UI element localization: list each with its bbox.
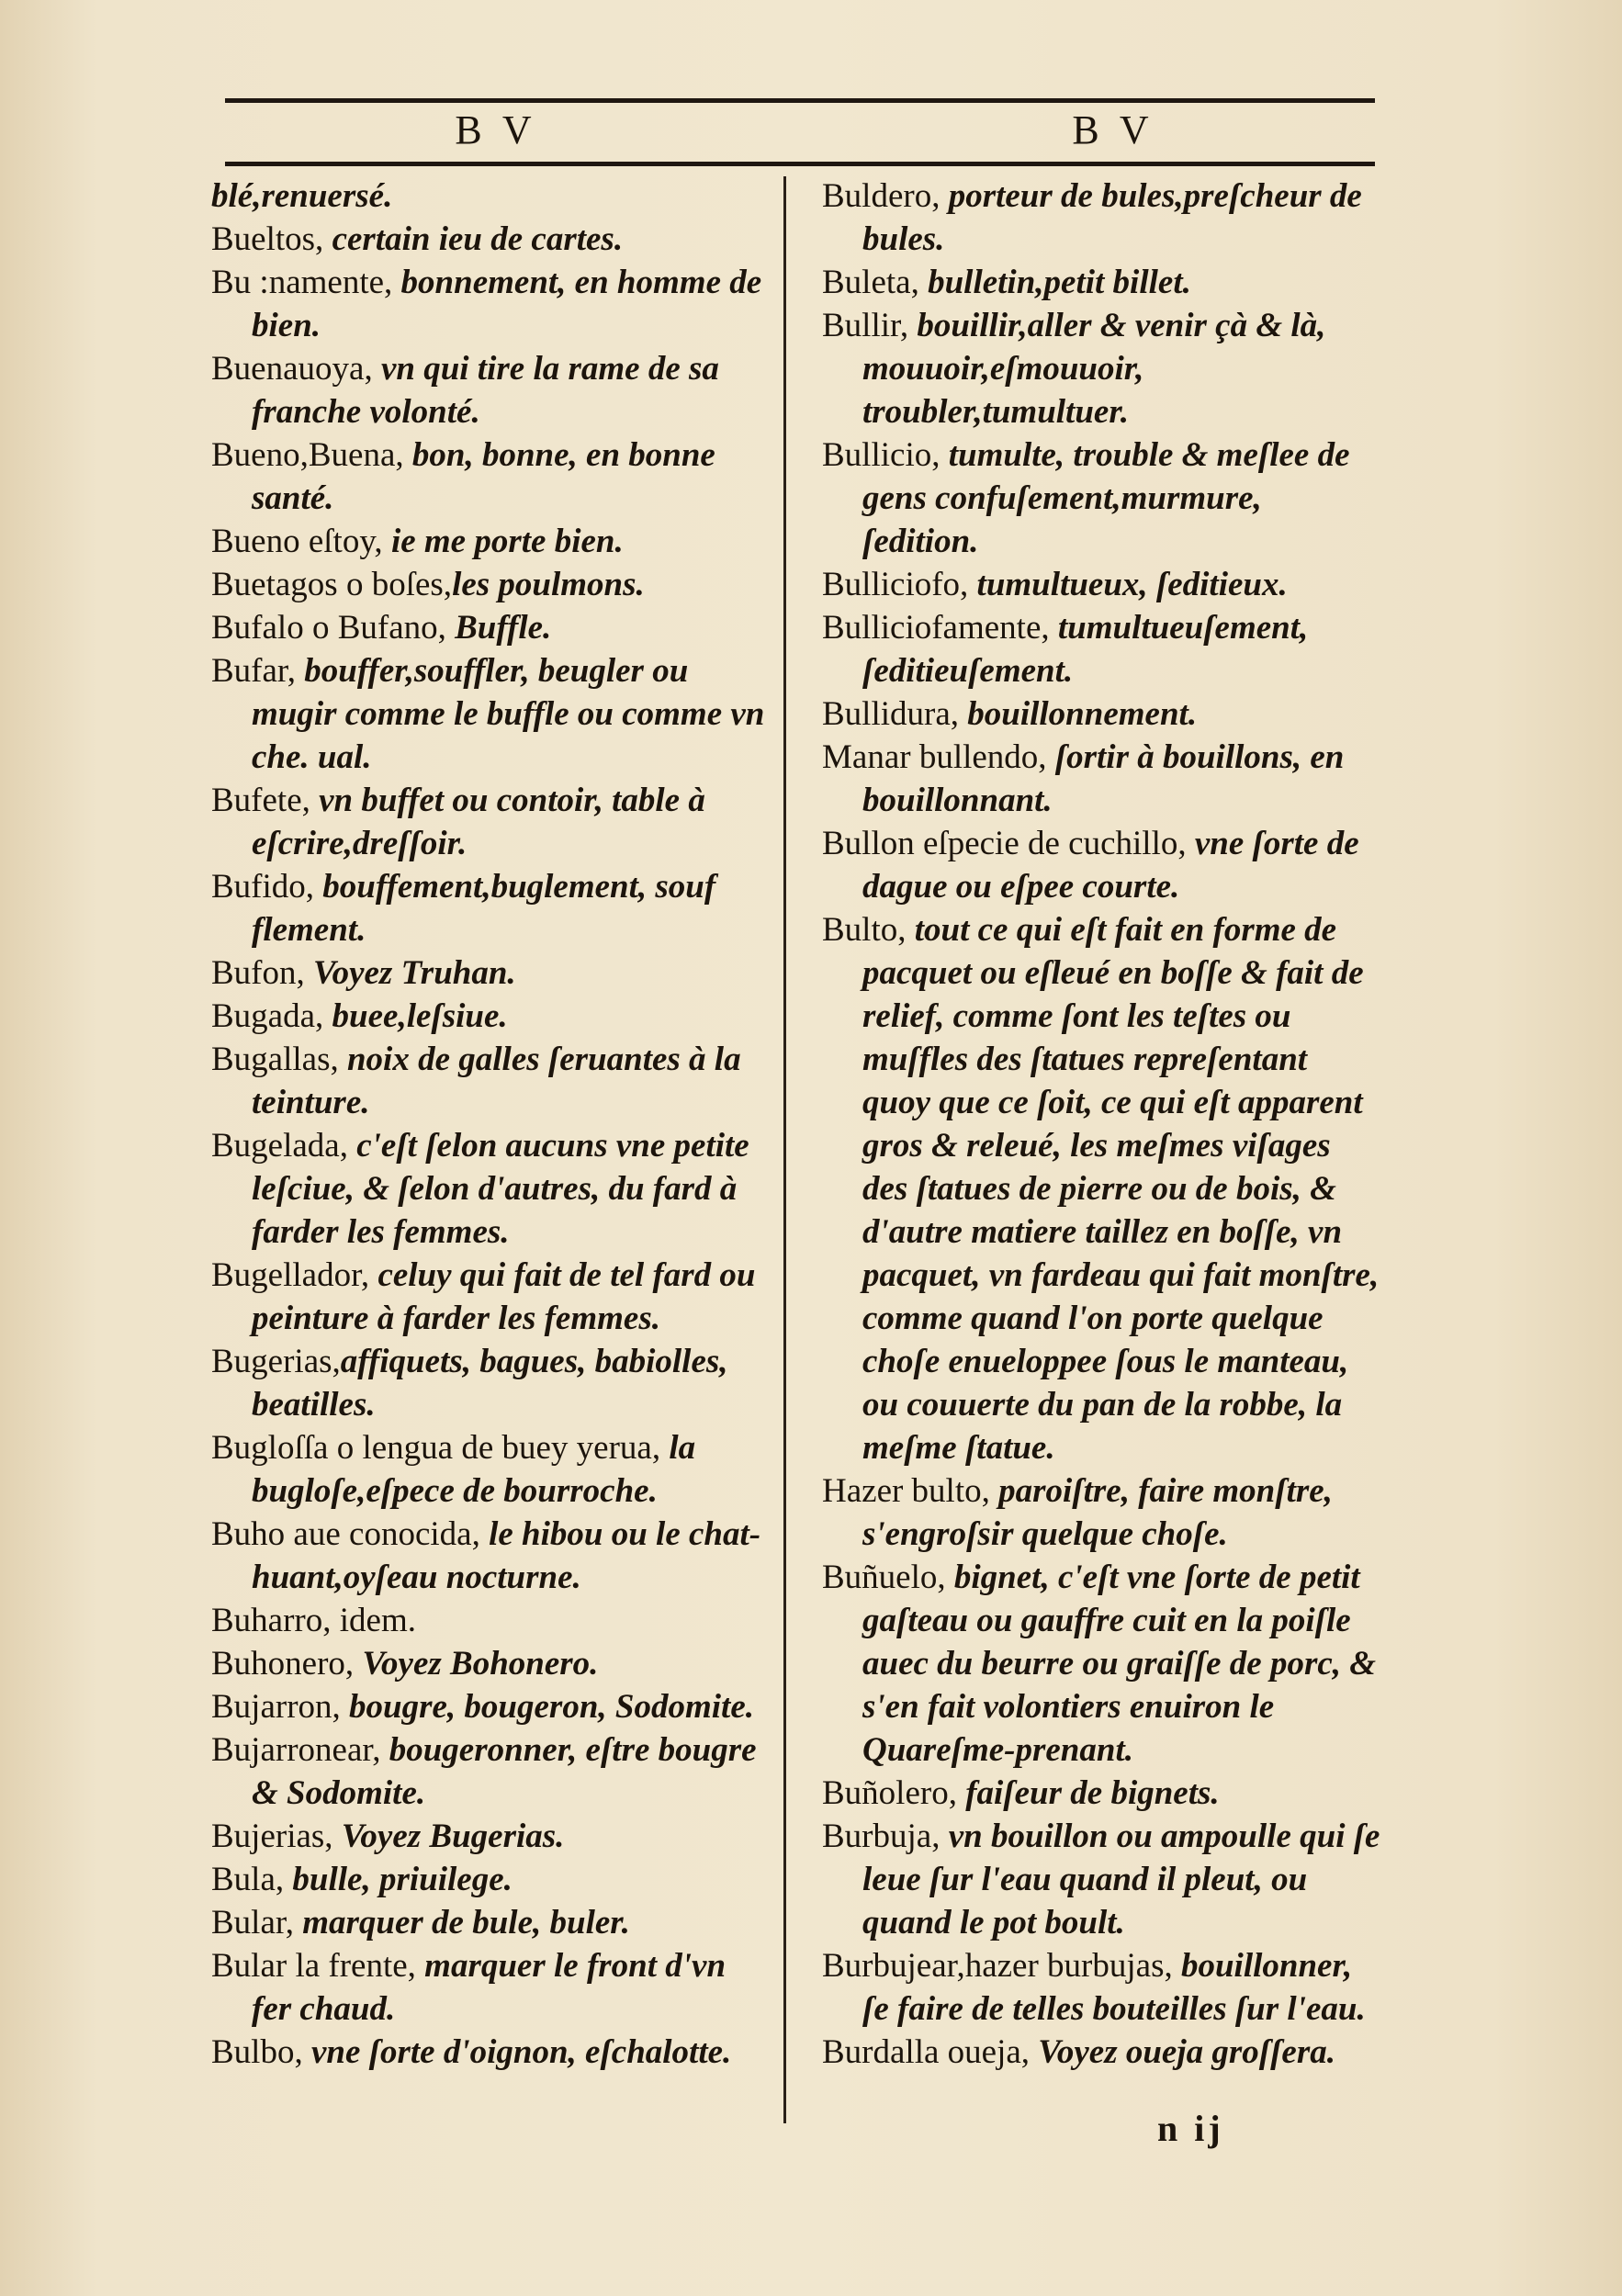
dictionary-entry <box>211 865 772 951</box>
dictionary-entry <box>211 174 772 218</box>
definition: bouffer,souffler, beugler ou mugir comme le buffle ou comme vn che. ual. <box>252 652 765 776</box>
headword: Bugellador, <box>211 1256 378 1294</box>
dictionary-entry <box>211 649 772 779</box>
definition: celuy qui fait de tel fard ou peinture à farder les femmes. <box>252 1256 756 1337</box>
headword: Bufon, <box>211 954 313 992</box>
definition: le hibou ou le chat-huant,oyſeau nocturne. <box>252 1515 761 1596</box>
dictionary-entry <box>822 563 1382 606</box>
dictionary-entry <box>211 1728 772 1815</box>
definition: paroiſtre, faire monſtre, s'engroſsir quelque choſe. <box>862 1472 1333 1553</box>
headword: Bullon eſpecie de cuchillo, <box>822 825 1195 862</box>
definition: c'eſt ſelon aucuns vne petite leſciue, & ſelon d'autres, du fard à farder les femmes. <box>252 1127 749 1251</box>
headword: Bulbo, <box>211 2033 311 2071</box>
definition: bulletin,petit billet. <box>928 264 1191 301</box>
definition: bouillonnement. <box>967 695 1198 733</box>
dictionary-entry <box>822 822 1382 908</box>
dictionary-entry <box>822 2031 1382 2074</box>
column-divider <box>783 176 786 2123</box>
headword: Burbuja, <box>822 1818 949 1855</box>
dictionary-entry <box>822 1772 1382 1815</box>
dictionary-entry <box>211 1038 772 1124</box>
headword: Bular la frente, <box>211 1947 425 1985</box>
definition: blé,renuersé. <box>211 177 393 215</box>
dictionary-entry <box>211 347 772 433</box>
running-head-right: B V <box>1072 107 1155 152</box>
headword: Bueltos, <box>211 220 332 258</box>
definition: ie me porte bien. <box>390 523 624 560</box>
headword: Bugloſſa o lengua de buey yerua, <box>211 1429 670 1467</box>
dictionary-entry <box>211 1340 772 1426</box>
running-head-left: B V <box>455 107 537 152</box>
definition: Voyez Bohonero. <box>362 1645 599 1683</box>
headword: Bujarronear, <box>211 1731 389 1769</box>
definition: tumulte, trouble & meſlee de gens confuſement,murmure, ſedition. <box>862 436 1350 560</box>
dictionary-entry <box>822 692 1382 736</box>
dictionary-entry <box>211 606 772 649</box>
definition: bon, bonne, en bonne santé. <box>252 436 715 517</box>
headword: Buñuelo, <box>822 1559 954 1596</box>
definition: tumultueuſement, ſeditieuſement. <box>862 609 1309 690</box>
definition: bouffement,buglement, souf flement. <box>252 868 716 949</box>
right-column <box>822 174 1382 2074</box>
headword: Bueno eſtoy, <box>211 523 391 560</box>
definition: bulle, priuilege. <box>292 1861 513 1898</box>
definition: Voyez oueja groſſera. <box>1038 2033 1335 2071</box>
headword: Bugerias, <box>211 1343 341 1380</box>
definition: faiſeur de bignets. <box>965 1774 1220 1812</box>
definition: tumultueux, ſeditieux. <box>976 566 1288 603</box>
definition: les poulmons. <box>452 566 645 603</box>
definition: Buffle. <box>455 609 552 647</box>
headword: Bullicio, <box>822 436 949 474</box>
definition: vne ſorte de dague ou eſpee courte. <box>862 825 1359 906</box>
headword: Burbujear,hazer burbujas, <box>822 1947 1181 1985</box>
headword: Hazer bulto, <box>822 1472 999 1510</box>
headword: Bugallas, <box>211 1041 347 1078</box>
page-signature: n ij <box>1157 2108 1224 2149</box>
headword: Bugada, <box>211 997 332 1035</box>
dictionary-entry <box>822 908 1382 1469</box>
dictionary-entry <box>211 433 772 520</box>
dictionary-entry <box>822 174 1382 261</box>
headword: Buñolero, <box>822 1774 966 1812</box>
headword: Buldero, <box>822 177 949 215</box>
definition: bouillonner, ſe faire de telles bouteilles ſur l'eau. <box>862 1947 1366 2028</box>
headword: Buho aue conocida, <box>211 1515 490 1553</box>
headword: Bufido, <box>211 868 323 906</box>
dictionary-entry <box>211 1858 772 1901</box>
headword: Bufar, <box>211 652 305 690</box>
dictionary-entry <box>822 1815 1382 1944</box>
definition: ſortir à bouillons, en bouillonnant. <box>862 738 1345 819</box>
definition: affiquets, bagues, babiolles, beatilles. <box>252 1343 728 1424</box>
headword: Buleta, <box>822 264 929 301</box>
headword: Bujarron, <box>211 1688 350 1726</box>
headword: Bullidura, <box>822 695 968 733</box>
dictionary-entry <box>211 2031 772 2074</box>
headword: Bullir, <box>822 307 918 344</box>
headword: Bujerias, <box>211 1818 342 1855</box>
dictionary-entry <box>211 1124 772 1254</box>
dictionary-entry <box>822 261 1382 304</box>
definition: vn buffet ou contoir, table à eſcrire,dreſſoir. <box>252 782 705 862</box>
dictionary-entry <box>211 1513 772 1599</box>
definition: marquer de bule, buler. <box>302 1904 630 1941</box>
headword: Burdalla oueja, <box>822 2033 1039 2071</box>
dictionary-entry <box>211 1642 772 1685</box>
dictionary-entry <box>822 1469 1382 1556</box>
headword: Buhonero, <box>211 1645 363 1683</box>
definition: certain ieu de cartes. <box>332 220 624 258</box>
dictionary-entry <box>211 1254 772 1340</box>
dictionary-entry <box>211 1599 772 1642</box>
dictionary-entry <box>822 736 1382 822</box>
headword: Buetagos o boſes, <box>211 566 453 603</box>
dictionary-entry <box>211 261 772 347</box>
headword: Bueno,Buena, <box>211 436 412 474</box>
dictionary-entry <box>211 1944 772 2031</box>
dictionary-entry <box>211 951 772 995</box>
definition: vn bouillon ou ampoulle qui ſe leue ſur l'eau quand il pleut, ou quand le pot boult. <box>862 1818 1380 1941</box>
header-rule-bottom <box>225 162 1375 166</box>
dictionary-entry <box>822 606 1382 692</box>
headword: Manar bullendo, <box>822 738 1055 776</box>
definition: bignet, c'eſt vne ſorte de petit gaſteau ou gauffre cuit en la poiſle auec du beurre ou graiſſe de porc, & s'en fait volontiers enuiron le Quareſme-prenant. <box>862 1559 1377 1769</box>
definition: Voyez Bugerias. <box>341 1818 565 1855</box>
definition: buee,leſsiue. <box>332 997 508 1035</box>
headword: Buharro, idem. <box>211 1602 416 1639</box>
dictionary-entry <box>211 218 772 261</box>
dictionary-entry <box>211 563 772 606</box>
headword: Bulto, <box>822 911 915 949</box>
headword: Bular, <box>211 1904 303 1941</box>
headword: Bufete, <box>211 782 320 819</box>
headword: Bulliciofamente, <box>822 609 1058 647</box>
definition: bougeronner, eſtre bougre & Sodomite. <box>252 1731 757 1812</box>
dictionary-entry <box>822 1944 1382 2031</box>
definition: bouillir,aller & venir çà & là, mouuoir,eſmouuoir, troubler,tumultuer. <box>862 307 1326 431</box>
dictionary-entry <box>211 1901 772 1944</box>
left-column <box>211 174 772 2074</box>
headword: Bugelada, <box>211 1127 357 1165</box>
definition: marquer le front d'vn fer chaud. <box>252 1947 727 2028</box>
headword: Bula, <box>211 1861 293 1898</box>
dictionary-entry <box>822 304 1382 433</box>
headword: Buenauoya, <box>211 350 381 388</box>
definition: porteur de bules,preſcheur de bules. <box>862 177 1362 258</box>
header-rule-top <box>225 98 1375 103</box>
headword: Bu :namente, <box>211 264 401 301</box>
dictionary-entry <box>822 433 1382 563</box>
definition: vne ſorte d'oignon, eſchalotte. <box>310 2033 732 2071</box>
headword: Bulliciofo, <box>822 566 977 603</box>
dictionary-entry <box>211 520 772 563</box>
definition: noix de galles ſeruantes à la teinture. <box>252 1041 741 1121</box>
headword: Bufalo o Bufano, <box>211 609 456 647</box>
dictionary-entry <box>211 995 772 1038</box>
definition: bonnement, en homme de bien. <box>252 264 762 344</box>
definition: Voyez Truhan. <box>313 954 516 992</box>
dictionary-entry <box>211 1685 772 1728</box>
dictionary-entry <box>211 1426 772 1513</box>
dictionary-entry <box>211 1815 772 1858</box>
dictionary-entry <box>822 1556 1382 1772</box>
definition: la bugloſe,eſpece de bourroche. <box>252 1429 696 1510</box>
dictionary-entry <box>211 779 772 865</box>
definition: tout ce qui eſt fait en forme de pacquet ou eſleué en boſſe & fait de relief, comme ſont les teſtes ou muſfles des ſtatues repreſentant quoy que ce ſoit, ce qui eſt apparent gros & releué, les meſmes viſages des ſtatues de pierre ou de bois, & d'autre matiere taillez en boſſe, vn pacquet, vn fardeau qui fait monſtre, comme quand l'on porte quelque choſe enueloppee ſous le manteau, ou couuerte du pan de la robbe, la meſme ſtatue. <box>862 911 1380 1467</box>
definition: bougre, bougeron, Sodomite. <box>349 1688 754 1726</box>
definition: vn qui tire la rame de sa franche volonté. <box>252 350 719 431</box>
